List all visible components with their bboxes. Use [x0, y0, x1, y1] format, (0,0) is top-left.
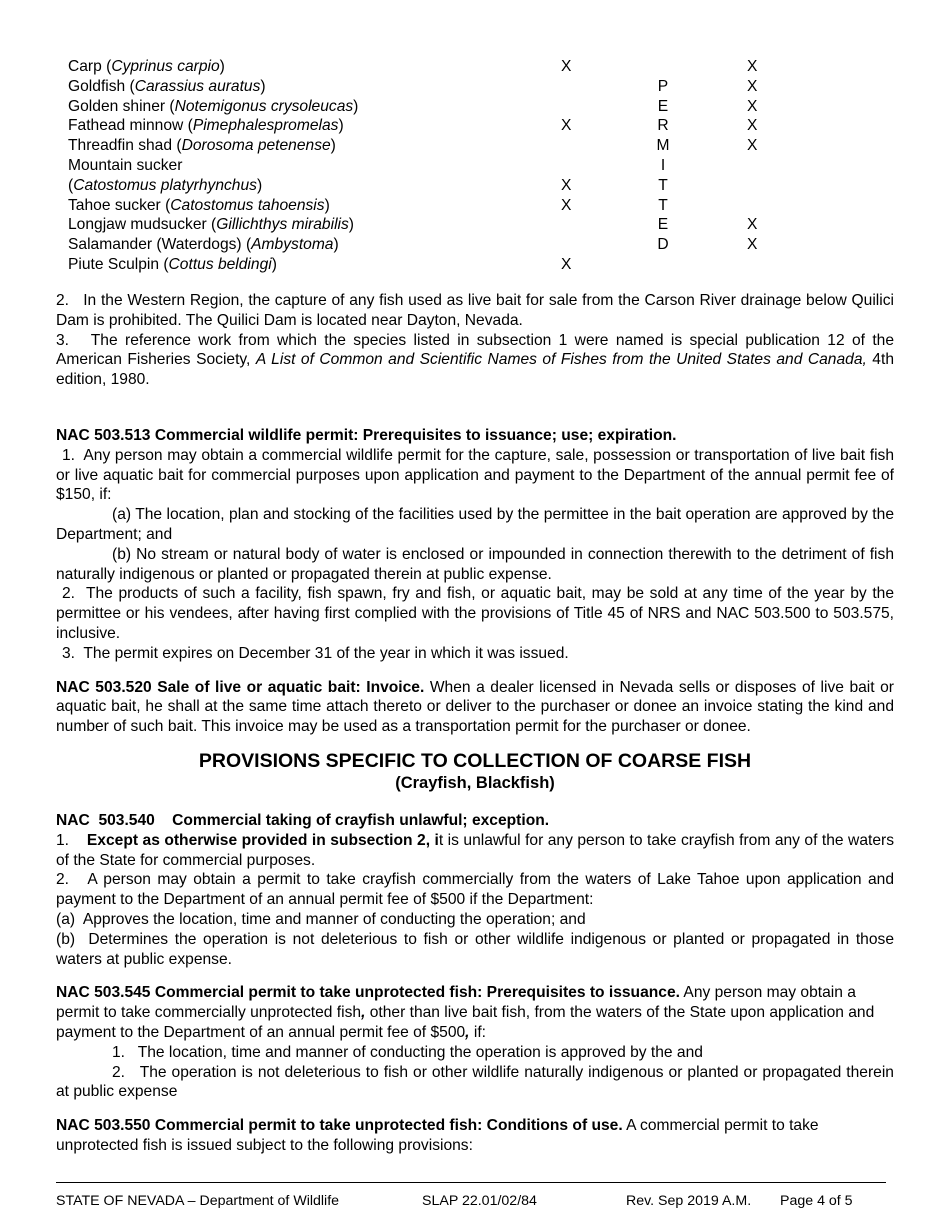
subsection-1a: (a) The location, plan and stocking of the facilities used by the permittee in the bait operation are approved by the Department; and [56, 506, 894, 543]
section-nac-503-513 [56, 426, 894, 664]
mark-column-1: X [561, 176, 572, 194]
species-name: Threadfin shad (Dorosoma petenense) [68, 137, 336, 155]
mark-column-3: X [747, 58, 758, 75]
permit-letter: T [658, 196, 668, 214]
document-page [56, 57, 894, 1156]
permit-letter: T [658, 176, 668, 194]
mark-column-3: X [747, 77, 758, 95]
subsection-3: 3. The permit expires on December 31 of the year in which it was issued. [62, 644, 569, 662]
species-name: Salamander (Waterdogs) (Ambystoma) [68, 236, 339, 254]
subsection-1b: (b) No stream or natural body of water is enclosed or impounded in connection therewith to the detriment of fish naturally indigenous or planted or propagated therein at public expense. [56, 545, 894, 583]
species-row [68, 136, 868, 156]
subsection-1: 1. Except as otherwise provided in subsection 2, it is unlawful for any person to take crayfish from any of the waters of the State for commercial purposes. [56, 831, 894, 869]
paragraph-2: 2. In the Western Region, the capture of any fish used as live bait for sale from the Carson River drainage below Quilici Dam is prohibited. The Quilici Dam is located near Dayton, Nevada. [56, 292, 894, 329]
species-row [68, 77, 868, 97]
footer-agency: STATE OF NEVADA – Department of Wildlife [56, 1193, 340, 1209]
mark-column-1: X [561, 196, 572, 214]
species-name: Piute Sculpin (Cottus beldingi) [68, 256, 277, 273]
coarse-fish-heading: PROVISIONS SPECIFIC TO COLLECTION OF COARSE FISH [198, 749, 752, 772]
bait-species-table [56, 57, 894, 275]
section-nac-503-545: NAC 503.545 Commercial permit to take unprotected fish: Prerequisites to issuance. Any person may obtain a permit to take commercially unprotected fish, other than live bait fish, from the waters of the State upon application and payment to the Department of an annual permit fee of $500, if: 1. The location, time and manner of conducting the operation is approved by the and 2. The operation is not deleterious to fish or other wildlife naturally indigenous or planted or propagated therein at public expense [56, 984, 894, 1101]
species-name: Longjaw mudsucker (Gillichthys mirabilis) [68, 216, 354, 234]
paragraph-3: 3. The reference work from which the species listed in subsection 1 were named is special publication 12 of the American Fisheries Society, A List of Common and Scientific Names of Fishes from the United States and Canada, 4th edition, 1980. [56, 331, 894, 389]
mark-column-3: X [747, 137, 758, 155]
footer-revision: Rev. Sep 2019 A.M. [626, 1193, 752, 1209]
section-nac-503-550 [56, 1116, 894, 1156]
mark-column-3: X [747, 117, 758, 135]
section-body: When a dealer licensed in Nevada sells or disposes of live bait or aquatic bait, he shall at the same time attach thereto or deliver to the purchaser or donee an invoice stating the kind and number of such bait. This invoice may be used as a transportation permit for the purchaser or donee. [56, 678, 894, 736]
subsection-1: 1. The location, time and manner of conducting the operation is approved by the and [112, 1043, 703, 1061]
mark-column-3: X [747, 216, 758, 234]
species-row [68, 196, 868, 216]
species-row [68, 235, 868, 255]
species-name: Carp (Cyprinus carpio) [68, 58, 225, 75]
subsection-2: 2. The products of such a facility, fish spawn, fry and fish, or aquatic bait, may be sold at any time of the year by the permittee or his vendees, after having first complied with the provisions of Title 45 of NRS and NAC 503.500 to 503.575, inclusive. [56, 585, 894, 642]
mark-column-1: X [561, 58, 572, 75]
species-name: Fathead minnow (Pimephalespromelas) [68, 117, 344, 135]
section-nac-503-540 [56, 811, 894, 969]
species-row [68, 176, 868, 196]
species-name: Tahoe sucker (Catostomus tahoensis) [68, 196, 330, 214]
species-row [68, 116, 868, 136]
permit-letter: I [660, 157, 666, 174]
species-name: Golden shiner (Notemigonus crysoleucas) [68, 97, 359, 115]
permit-letter: P [657, 77, 669, 95]
species-name: Goldfish (Carassius auratus) [68, 77, 266, 95]
reference-title: A List of Common and Scientific Names of Fishes from the United States and Canada, [255, 351, 867, 369]
mark-column-3: X [747, 236, 758, 254]
footer-page-number: Page 4 of 5 [780, 1193, 853, 1209]
species-row [68, 215, 868, 235]
permit-letter: D [657, 236, 669, 254]
section-title: NAC 503.545 Commercial permit to take unprotected fish: Prerequisites to issuance. [56, 984, 680, 1002]
mark-column-1: X [561, 256, 572, 273]
section-title: NAC 503.520 Sale of live or aquatic bait: Invoice. [56, 678, 425, 696]
mark-column-1: X [561, 117, 572, 135]
footer-code: SLAP 22.01/02/84 [422, 1193, 537, 1209]
section-title: NAC 503.540 Commercial taking of crayfish unlawful; exception. [56, 811, 550, 829]
permit-letter: M [656, 137, 670, 155]
species-row [68, 97, 868, 117]
species-name: (Catostomus platyrhynchus) [68, 176, 263, 194]
mark-column-3: X [747, 97, 758, 115]
subsection-2: 2. The operation is not deleterious to fish or other wildlife naturally indigenous or planted or propagated therein at public expense [56, 1063, 894, 1101]
section-title: NAC 503.513 Commercial wildlife permit: Prerequisites to issuance; use; expiration. [56, 426, 677, 444]
section-body: A commercial permit to take unprotected fish is issued subject to the following provisions: [56, 1117, 819, 1154]
permit-letter: E [657, 216, 669, 234]
subsection-1: 1. Any person may obtain a commercial wildlife permit for the capture, sale, possession or transportation of live bait fish or live aquatic bait for commercial purposes upon application and payment to the Department of the annual permit fee of $150, if: [56, 446, 894, 504]
species-row [68, 156, 868, 176]
species-name: Mountain sucker [68, 157, 183, 174]
subsection-2b: (b) Determines the operation is not deleterious to fish or other wildlife indigenous or planted or propagated in those waters at public expense. [56, 930, 894, 968]
subsection-2a: (a) Approves the location, time and manner of conducting the operation; and [56, 910, 586, 928]
section-nac-503-520 [56, 678, 894, 737]
subsection-2: 2. A person may obtain a permit to take crayfish commercially from the waters of Lake Tahoe upon application and payment to the Department of an annual permit fee of $500 if the Department: [56, 871, 894, 909]
species-row [68, 57, 868, 77]
section-title: NAC 503.550 Commercial permit to take unprotected fish: Conditions of use. [56, 1117, 623, 1135]
species-row [68, 255, 868, 275]
permit-letter: R [657, 117, 669, 135]
permit-letter: E [657, 97, 669, 115]
coarse-fish-subheading: (Crayfish, Blackfish) [395, 773, 555, 792]
page-footer [56, 1182, 886, 1209]
